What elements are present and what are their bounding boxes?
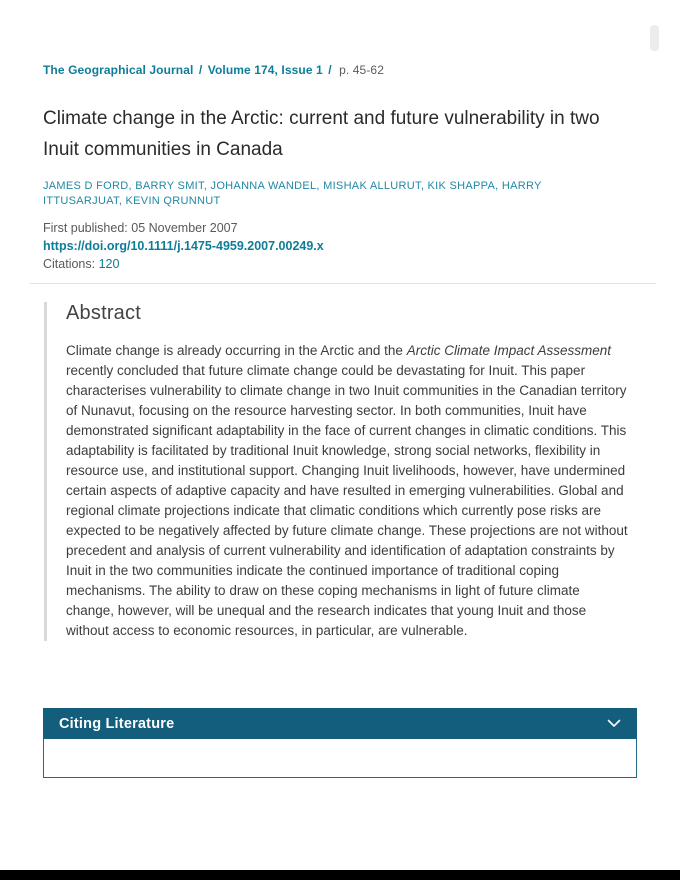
abstract-text-part1: Climate change is already occurring in the Arctic and the: [66, 343, 407, 358]
citations-line: [43, 257, 119, 271]
citing-literature-toggle[interactable]: [43, 708, 637, 739]
citing-literature-panel: [43, 739, 637, 778]
breadcrumb-journal-link[interactable]: The Geographical Journal: [43, 63, 194, 77]
first-published-line: [43, 221, 238, 235]
author-list[interactable]: JAMES D FORD, BARRY SMIT, JOHANNA WANDEL, MISHAK ALLURUT, KIK SHAPPA, HARRY ITTUSARJUAT, KEVIN QRUNNUT: [43, 180, 542, 207]
article-title: Climate change in the Arctic: current and future vulnerability in two Inuit communities in Canada: [43, 108, 600, 160]
abstract-text-part2: recently concluded that future climate change could be devastating for Inuit. This paper characterises vulnerability to climate change in two Inuit communities in the Canadian territory of Nunavut, focusing on the resource harvesting sector. In both communities, Inuit have demonstrated significant adaptability in the face of current changes in climatic conditions. This adaptability is facilitated by traditional Inuit knowledge, strong social networks, flexibility in resource use, and institutional support. Changing Inuit livelihoods, however, have undermined certain aspects of adaptive capacity and have resulted in emerging vulnerabilities. Global and regional climate projections indicate that climatic conditions which currently pose risks are expected to be negatively affected by future climate change. These projections are not without precedent and analysis of current vulnerability and identification of adaptation constraints by Inuit in the two communities indicate the continued importance of traditional coping mechanisms. The ability to draw on these coping mechanisms in light of future climate change, however, will be unequal and the research indicates that young Inuit and those without access to economic resources, in particular, are vulnerable.: [66, 363, 628, 638]
bottom-black-bar: [0, 870, 680, 880]
abstract-heading: Abstract: [66, 302, 141, 324]
citations-count-link[interactable]: 120: [98, 257, 120, 271]
abstract-section: [44, 302, 634, 641]
breadcrumb-separator: /: [198, 63, 203, 77]
doi-link[interactable]: https://doi.org/10.1111/j.1475-4959.2007.00249.x: [43, 239, 324, 253]
breadcrumb-pages: p. 45-62: [339, 63, 384, 77]
citing-literature-section: [43, 708, 637, 778]
breadcrumb: [43, 63, 384, 77]
section-divider: [30, 283, 656, 284]
scrollbar-thumb[interactable]: [650, 25, 659, 51]
abstract-text: [66, 341, 629, 641]
abstract-text-italic: Arctic Climate Impact Assessment: [406, 343, 611, 358]
first-published-date: 05 November 2007: [131, 221, 238, 235]
chevron-down-icon: [607, 716, 621, 731]
breadcrumb-separator: /: [328, 63, 332, 77]
first-published-label: First published:: [43, 221, 128, 235]
citations-label: Citations:: [43, 257, 96, 271]
breadcrumb-volume-issue-link[interactable]: Volume 174, Issue 1: [207, 63, 323, 77]
citing-literature-label: Citing Literature: [59, 715, 175, 732]
